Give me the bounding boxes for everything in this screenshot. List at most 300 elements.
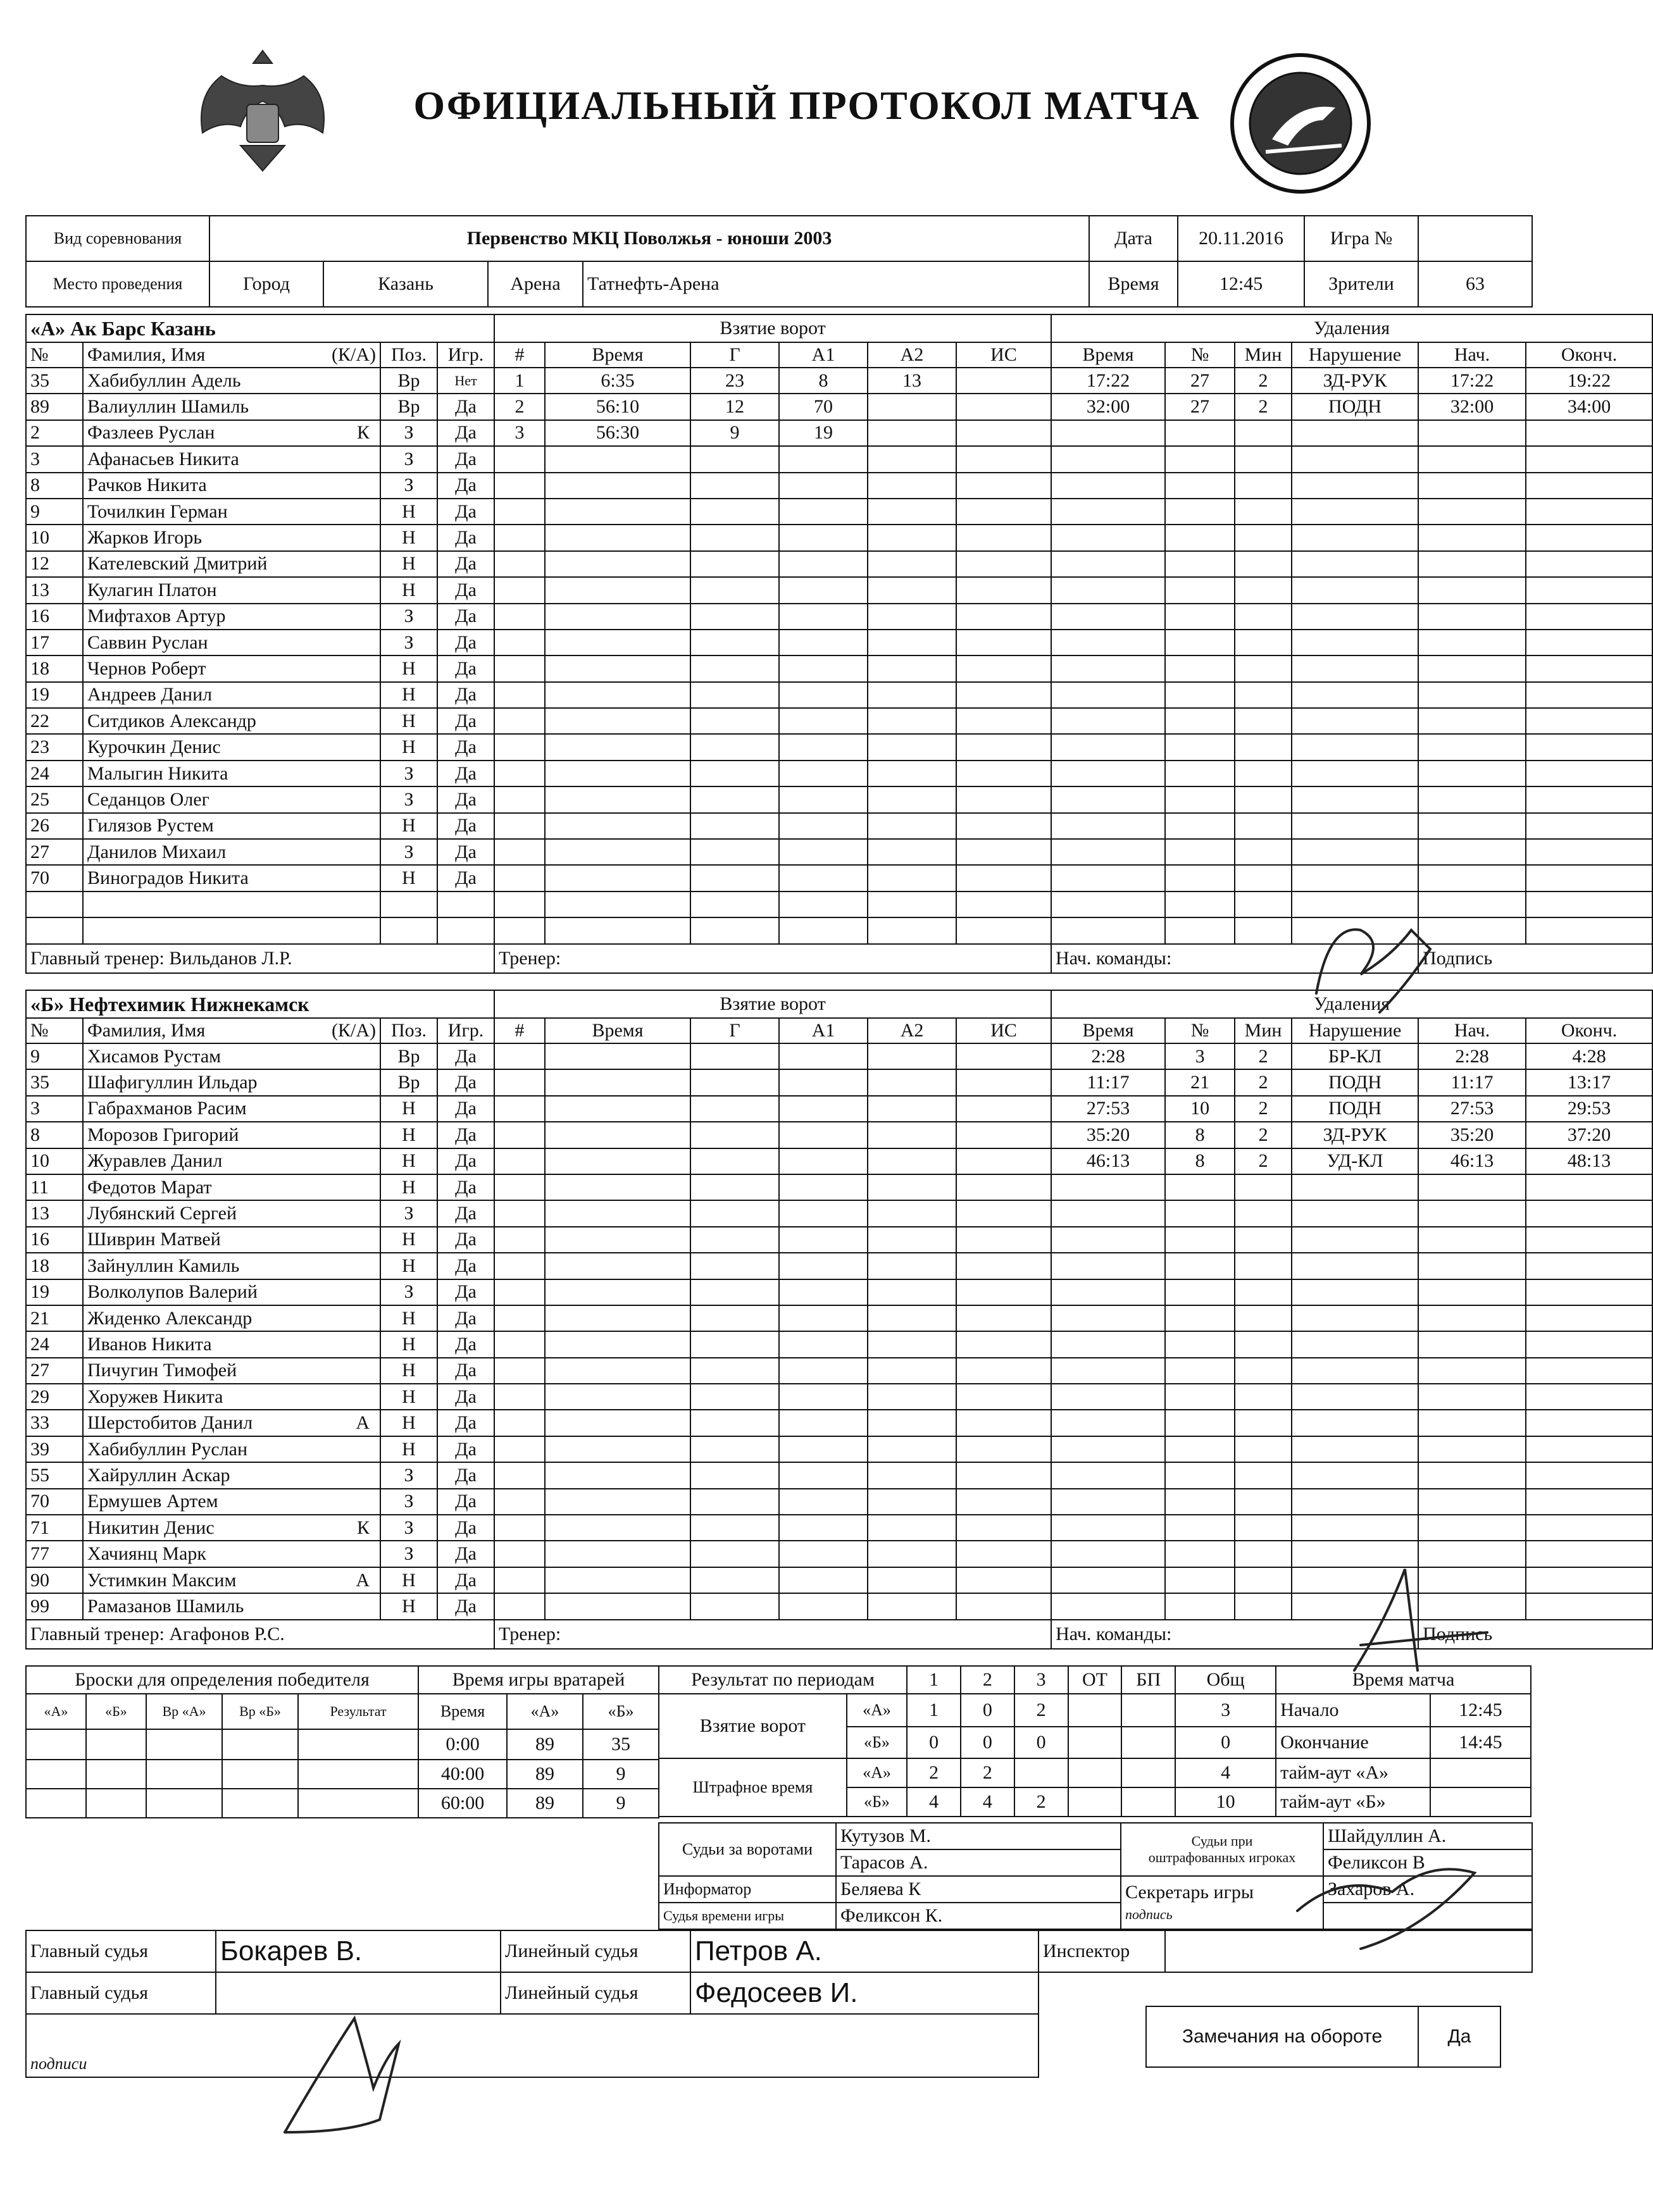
penalty-time: 27:53 [1051,1096,1165,1122]
goal-time: 56:10 [545,394,690,419]
player-name-cell [83,473,380,499]
player-position: Н [380,525,437,550]
penalty-empty-cell [1526,1358,1652,1384]
player-name-cell [83,1174,380,1200]
goals-label: Взятие ворот [659,1694,847,1758]
header-name-text: Фамилия, Имя [87,1020,206,1041]
player-played: Да [437,473,494,499]
linesman-1-value: Петров А. [690,1930,1039,1972]
penalty-empty-cell [1292,1489,1418,1515]
player-name: Фазлеев Руслан [87,422,215,444]
goal-empty-cell [779,551,868,577]
goal-empty-cell [868,604,956,630]
player-played: Да [437,446,494,472]
goal-empty-cell [690,551,779,577]
goal-empty-cell [690,1305,779,1331]
header-name [83,342,380,368]
head-coach-label: Главный тренер: [30,947,165,969]
penalty-empty-cell [1051,1436,1165,1462]
goal-empty-cell [779,1122,868,1148]
goal-empty-cell [868,1331,956,1357]
goal-empty-cell [779,1174,868,1200]
goals-b-ot [1068,1727,1122,1758]
penalty-judge-2: Феликсон В [1323,1849,1532,1876]
player-name: Зайнуллин Камиль [87,1255,240,1276]
player-played: Да [437,786,494,812]
gk-b-1: 9 [583,1760,659,1789]
player-position: З [380,761,437,786]
penalty-empty-cell [1292,1305,1418,1331]
goal-empty-cell [690,1436,779,1462]
period-header-2: 2 [961,1666,1014,1694]
player-name: Андреев Данил [87,684,213,705]
header-pos: Поз. [380,1018,437,1043]
goal-empty-cell [779,525,868,550]
player-number: 70 [26,865,83,891]
player-position: З [380,420,437,446]
goal-empty-cell [868,1358,956,1384]
goal-empty-cell [868,525,956,550]
goal-empty-cell [868,1174,956,1200]
player-name: Кулагин Платон [87,579,217,600]
penalty-empty-cell [1292,1515,1418,1541]
penalty-start: 2:28 [1418,1043,1526,1069]
penalty-empty-cell [1418,761,1526,786]
player-number [26,917,83,943]
player-position: Н [380,1410,437,1436]
goal-empty-cell [494,1200,545,1226]
date-label: Дата [1089,216,1178,261]
goal-empty-cell [956,813,1051,839]
player-number: 11 [26,1174,83,1200]
goal-empty-cell [690,604,779,630]
penalty-time: 17:22 [1051,368,1165,394]
player-name-cell [83,1541,380,1567]
goal-empty-cell [956,1593,1051,1619]
goal-empty-cell [956,682,1051,708]
goals-a-p3: 2 [1014,1694,1068,1727]
goal-empty-cell [956,1462,1051,1488]
goal-empty-cell [868,1541,956,1567]
coach-label: Тренер: [499,1623,561,1644]
player-name-cell [83,1593,380,1619]
penalty-empty-cell [1292,1541,1418,1567]
goal-empty-cell [690,1253,779,1279]
player-played: Да [437,1384,494,1410]
header-ka: (К/А) [332,1020,376,1041]
player-position: З [380,1200,437,1226]
goal-empty-cell [545,1096,690,1122]
penalty-judges-label [1121,1823,1323,1876]
penalty-empty-cell [1051,734,1165,760]
shootout-header-gk-a: Вр «А» [146,1694,222,1729]
goalkeeper-time-title: Время игры вратарей [418,1666,659,1694]
player-name-cell [83,1436,380,1462]
time-label: Время [1089,261,1178,307]
goal-empty-cell [956,1043,1051,1069]
penalty-empty-cell [1418,1410,1526,1436]
penalty-empty-cell [1235,577,1292,603]
player-name-cell [83,761,380,786]
goal-judge-1: Кутузов М. [836,1823,1121,1849]
goal-empty-cell [690,734,779,760]
penalty-empty-cell [1292,1384,1418,1410]
penalty-empty-cell [1165,1567,1235,1593]
inspector-value [1165,1930,1532,1972]
player-name: Хачиянц Марк [87,1543,206,1565]
penalty-empty-cell [1165,839,1235,865]
player-name: Рачков Никита [87,475,207,496]
goal-empty-cell [545,1331,690,1357]
goal-empty-cell [868,708,956,734]
penalty-empty-cell [1418,682,1526,708]
penalty-empty-cell [1418,1305,1526,1331]
shootout-cell [298,1729,418,1760]
player-position: Н [380,1567,437,1593]
pim-b-p1: 4 [907,1787,961,1817]
player-name: Кателевский Дмитрий [87,553,268,575]
player-name: Хоружев Никита [87,1386,223,1407]
penalty-empty-cell [1292,682,1418,708]
header-pen-end: Оконч. [1526,1018,1652,1043]
goal-empty-cell [868,682,956,708]
player-number: 70 [26,1489,83,1515]
pim-b-p2: 4 [961,1787,1014,1817]
penalty-empty-cell [1526,1541,1652,1567]
goal-empty-cell [779,1593,868,1619]
player-played: Да [437,1174,494,1200]
penalty-empty-cell [1235,1174,1292,1200]
penalty-no: 21 [1165,1069,1235,1095]
city-value: Казань [323,261,488,307]
penalty-empty-cell [1292,577,1418,603]
penalty-empty-cell [1292,786,1418,812]
penalty-empty-cell [1051,1462,1165,1488]
penalty-empty-cell [1235,682,1292,708]
head-coach-value: Агафонов Р.С. [169,1623,285,1644]
goal-time: 56:30 [545,420,690,446]
player-name-cell [83,420,380,446]
goal-empty-cell [690,839,779,865]
penalty-empty-cell [1235,786,1292,812]
goal-empty-cell [690,1567,779,1593]
goal-empty-cell [545,734,690,760]
gk-a-2: 89 [507,1789,583,1818]
head-coach-label: Главный тренер: [30,1623,165,1644]
gk-time-2: 60:00 [418,1789,507,1818]
referees-table [25,1930,1039,2078]
player-played: Да [437,813,494,839]
player-name: Ермушев Артем [87,1491,218,1512]
penalty-empty-cell [1418,473,1526,499]
player-number: 77 [26,1541,83,1567]
penalty-empty-cell [1526,734,1652,760]
goal-empty-cell [690,1358,779,1384]
header-a2: А2 [868,342,956,368]
penalty-empty-cell [1418,420,1526,446]
penalty-empty-cell [1418,1384,1526,1410]
goal-empty-cell [690,917,779,943]
penalty-empty-cell [1165,1515,1235,1541]
goal-a1: 70 [779,394,868,419]
header-pen-violation: Нарушение [1292,1018,1418,1043]
penalty-empty-cell [1526,656,1652,681]
goal-empty-cell [868,917,956,943]
goal-empty-cell [779,708,868,734]
penalty-empty-cell [1418,892,1526,917]
time-value: 12:45 [1178,261,1304,307]
penalty-empty-cell [1051,1567,1165,1593]
goal-empty-cell [779,1227,868,1253]
goal-empty-cell [494,1384,545,1410]
penalty-empty-cell [1235,865,1292,891]
penalty-empty-cell [1165,1174,1235,1200]
penalty-empty-cell [1526,1515,1652,1541]
player-name: Шиврин Матвей [87,1229,221,1250]
penalty-empty-cell [1292,630,1418,656]
player-position: Н [380,499,437,525]
penalty-empty-cell [1292,1567,1418,1593]
goal-empty-cell [868,1227,956,1253]
penalty-empty-cell [1165,1227,1235,1253]
penalty-empty-cell [1051,604,1165,630]
goal-empty-cell [494,1227,545,1253]
goal-g: 23 [690,368,779,394]
goal-empty-cell [545,446,690,472]
gk-b-2: 9 [583,1789,659,1818]
goal-empty-cell [494,1069,545,1095]
penalty-empty-cell [1165,1384,1235,1410]
goal-empty-cell [690,786,779,812]
goal-empty-cell [956,1200,1051,1226]
player-name: Морозов Григорий [87,1124,239,1145]
header-pen-time: Время [1051,342,1165,368]
player-name: Журавлев Данил [87,1150,223,1172]
goal-empty-cell [956,761,1051,786]
start-label: Начало [1276,1694,1430,1727]
penalty-empty-cell [1051,1515,1165,1541]
goal-empty-cell [956,1410,1051,1436]
goal-empty-cell [779,473,868,499]
penalty-time: 32:00 [1051,394,1165,419]
player-position: Вр [380,1043,437,1069]
penalty-empty-cell [1418,917,1526,943]
player-number: 8 [26,473,83,499]
goal-empty-cell [690,761,779,786]
penalty-violation: ЗД-РУК [1292,1122,1418,1148]
player-played: Да [437,1567,494,1593]
header-pen-time: Время [1051,1018,1165,1043]
goal-empty-cell [956,499,1051,525]
penalty-empty-cell [1418,1331,1526,1357]
player-name: Виноградов Никита [87,867,249,889]
penalty-empty-cell [1292,1436,1418,1462]
penalty-empty-cell [1526,1200,1652,1226]
penalty-min: 2 [1235,1096,1292,1122]
player-name-cell [83,1200,380,1226]
signature-cell [1418,1620,1652,1649]
player-position: З [380,473,437,499]
goal-empty-cell [779,1331,868,1357]
player-name-cell [83,1279,380,1305]
goal-n: 3 [494,420,545,446]
goal-empty-cell [690,813,779,839]
player-name-cell [83,1462,380,1488]
penalty-empty-cell [1418,1200,1526,1226]
gk-time-1: 40:00 [418,1760,507,1789]
penalty-empty-cell [1292,1200,1418,1226]
player-number: 23 [26,734,83,760]
goal-empty-cell [494,1593,545,1619]
referee-2-value [216,1972,501,2014]
penalty-empty-cell [1292,446,1418,472]
goal-empty-cell [779,1096,868,1122]
penalty-empty-cell [1235,1279,1292,1305]
penalty-empty-cell [1418,1541,1526,1567]
goal-a1: 19 [779,420,868,446]
penalty-empty-cell [1526,839,1652,865]
player-played: Да [437,865,494,891]
goal-empty-cell [779,892,868,917]
goal-empty-cell [779,761,868,786]
goal-empty-cell [494,1122,545,1148]
timekeeper-value: Феликсон К. [836,1903,1121,1929]
goal-empty-cell [868,839,956,865]
penalty-empty-cell [1418,525,1526,550]
header-ka: (К/А) [332,344,376,365]
signatures-cell [26,2014,1039,2077]
player-name: Гилязов Рустем [87,815,214,836]
player-number: 18 [26,656,83,681]
goal-empty-cell [779,839,868,865]
penalty-empty-cell [1051,865,1165,891]
player-position: Н [380,708,437,734]
goal-empty-cell [779,1567,868,1593]
goal-empty-cell [956,630,1051,656]
header-no: № [26,1018,83,1043]
penalty-empty-cell [1051,1410,1165,1436]
penalty-empty-cell [1051,420,1165,446]
player-name: Курочкин Денис [87,736,221,758]
penalty-empty-cell [1235,1515,1292,1541]
player-played: Да [437,734,494,760]
penalty-empty-cell [1051,1227,1165,1253]
penalty-empty-cell [1418,499,1526,525]
player-name-cell [83,1489,380,1515]
goal-empty-cell [956,604,1051,630]
goal-empty-cell [494,1043,545,1069]
goal-empty-cell [779,1148,868,1174]
goal-empty-cell [690,1462,779,1488]
pim-team-a-tag: «А» [847,1758,907,1787]
player-name: Седанцов Олег [87,788,209,810]
penalty-empty-cell [1165,1462,1235,1488]
player-name: Ситдиков Александр [87,710,256,731]
player-number: 12 [26,551,83,577]
goal-empty-cell [545,1358,690,1384]
goal-empty-cell [956,1227,1051,1253]
penalty-min: 2 [1235,368,1292,394]
header-pen-no: № [1165,1018,1235,1043]
goal-empty-cell [690,1122,779,1148]
header-no: № [26,342,83,368]
spectators-value: 63 [1418,261,1532,307]
player-name: Никитин Денис [87,1517,215,1538]
arena-label: Арена [488,261,583,307]
player-number: 22 [26,708,83,734]
player-number: 35 [26,368,83,394]
penalty-empty-cell [1165,499,1235,525]
header-goal-time: Время [545,1018,690,1043]
goal-empty-cell [545,1489,690,1515]
goal-empty-cell [868,1043,956,1069]
penalty-no: 27 [1165,394,1235,419]
penalty-empty-cell [1235,1305,1292,1331]
penalty-start: 17:22 [1418,368,1526,394]
player-name-cell [83,1148,380,1174]
player-number: 55 [26,1462,83,1488]
penalty-empty-cell [1292,656,1418,681]
goal-empty-cell [956,1279,1051,1305]
goal-empty-cell [690,1410,779,1436]
start-value: 12:45 [1430,1694,1531,1727]
player-name-cell [83,577,380,603]
penalty-empty-cell [1418,813,1526,839]
penalty-empty-cell [1165,473,1235,499]
penalty-empty-cell [1235,656,1292,681]
goal-empty-cell [868,761,956,786]
player-played: Да [437,1331,494,1357]
goal-empty-cell [956,1069,1051,1095]
player-name-cell [83,1515,380,1541]
penalty-end: 37:20 [1526,1122,1652,1148]
player-played: Да [437,1096,494,1122]
penalty-empty-cell [1165,734,1235,760]
penalty-empty-cell [1292,865,1418,891]
goal-is [956,394,1051,419]
penalty-empty-cell [1526,446,1652,472]
penalty-empty-cell [1292,917,1418,943]
penalty-start: 32:00 [1418,394,1526,419]
penalty-empty-cell [1526,1305,1652,1331]
penalty-empty-cell [1526,1567,1652,1593]
goal-empty-cell [494,1410,545,1436]
penalty-empty-cell [1526,917,1652,943]
penalties-section-title: Удаления [1051,990,1652,1018]
goal-empty-cell [690,1200,779,1226]
player-position: З [380,446,437,472]
goal-empty-cell [545,1174,690,1200]
player-number: 25 [26,786,83,812]
penalty-empty-cell [1418,1515,1526,1541]
goal-empty-cell [779,682,868,708]
player-played: Да [437,1227,494,1253]
pim-a-ot [1068,1758,1122,1787]
player-number: 8 [26,1122,83,1148]
goal-empty-cell [494,499,545,525]
player-position: Н [380,1174,437,1200]
goal-empty-cell [494,551,545,577]
penalty-empty-cell [1235,839,1292,865]
goal-empty-cell [545,1436,690,1462]
player-name: Саввин Руслан [87,631,208,653]
player-position: Н [380,656,437,681]
penalty-empty-cell [1235,525,1292,550]
header-a2: А2 [868,1018,956,1043]
player-number: 27 [26,1358,83,1384]
goals-section-title: Взятие ворот [494,314,1051,342]
goals-section-title: Взятие ворот [494,990,1051,1018]
